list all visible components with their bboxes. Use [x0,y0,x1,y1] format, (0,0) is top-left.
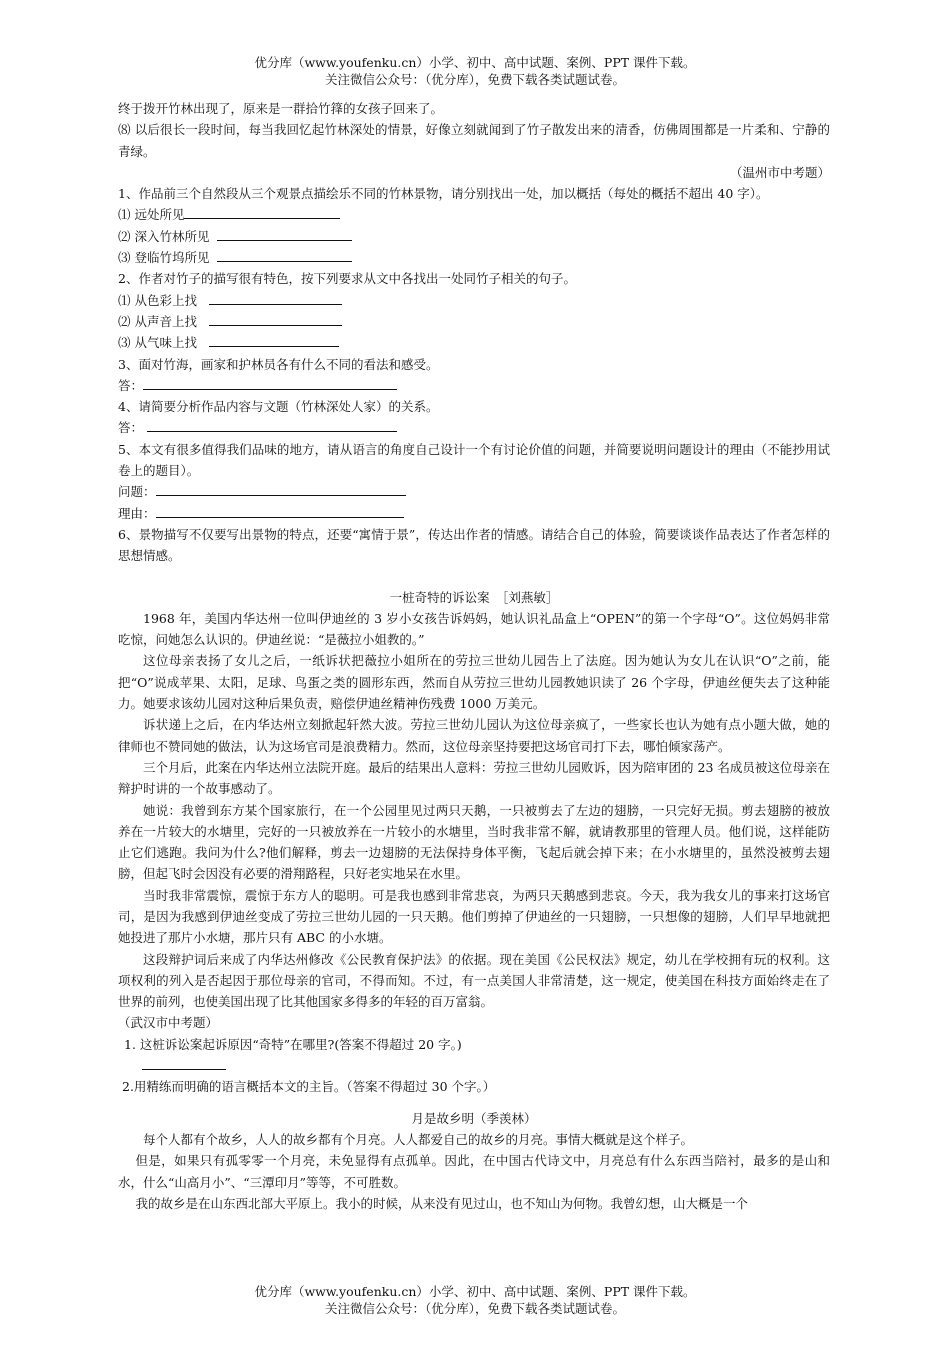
question-5: 5、本文有很多值得我们品味的地方，请从语言的角度自己设计一个有讨论价值的问题，并简要说明问题设计的理由（不能抄用试卷上的题目）。 [118,441,830,479]
passage-moon [118,1108,830,1214]
page-footer [0,1283,950,1317]
passage-title: 月是故乡明（季羡林） [411,1110,537,1126]
answer-line: ⑴ 从色彩上找 [118,290,830,311]
answer-line: ⑴ 远处所见 [118,204,830,225]
answer-line: 理由： [118,503,830,524]
answer-line: ⑶ 登临竹坞所见 [118,247,830,268]
answer-blank[interactable] [209,332,339,347]
footer-line-1: 优分库（www.youfenku.cn）小学、初中、高中试题、案例、PPT 课件下载。 [254,1284,696,1299]
page-header [0,54,950,88]
passage-title: 一桩奇特的诉讼案 ［刘燕敏］ [389,589,559,605]
answer-blank[interactable] [142,1055,226,1070]
paragraph: 我的故乡是在山东西北部大平原上。我小的时候，从来没有见过山，也不知山为何物。我曾幻想，山大概是一个 [135,1195,749,1211]
paragraph: 她说：我曾到东方某个国家旅行，在一个公园里见过两只天鹅，一只被剪去了左边的翅膀，一只完好无损。剪去翅膀的被放养在一片较大的水塘里，完好的一只被放养在一片较小的水塘里，当时我非常不解，就请教那里的管理人员。他们说，这样能防止它们逃跑。我问为什么?他们解释，剪去一边翅膀的无法保持身体平衡，飞起后就会掉下来；在小水塘里的，虽然没被剪去翅膀，但起飞时会因没有必要的滑翔路程，只好老实地呆在水里。 [118,802,830,882]
answer-blank[interactable] [184,204,340,219]
question-2: 2、作者对竹子的描写很有特色，按下列要求从文中各找出一处同竹子相关的句子。 [118,271,576,287]
answer-line: 答： [118,417,830,438]
paragraph: ⑻ 以后很长一段时间，每当我回忆起竹林深处的情景，好像立刻就闻到了竹子散发出来的清香，仿佛周围都是一片柔和、宁静的青绿。 [118,122,830,159]
paragraph: 这段辩护词后来成了内华达州修改《公民教育保护法》的依据。现在美国《公民权法》规定，幼儿在学校拥有玩的权利。这项权利的列入是否起因于那位母亲的官司，不得而知。不过，有一点美国人非常清楚，这一规定，使美国在科技方面始终走在了世界的前列，也使美国出现了比其他国家多得多的年轻的百万富翁。 [118,951,830,1010]
answer-blank[interactable] [156,503,404,518]
question-6: 6、景物描写不仅要写出景物的特点，还要“寓情于景”，传达出作者的情感。请结合自己的体验，简要谈谈作品表达了作者怎样的思想情感。 [118,526,830,564]
question-3: 3、面对竹海，画家和护林员各有什么不同的看法和感受。 [118,356,439,372]
footer-line-2: 关注微信公众号：（优分库），免费下载各类试题试卷。 [324,1301,625,1316]
question-1: 1. 这桩诉讼案起诉原因“奇特”在哪里?(答案不得超过 20 字。) [124,1036,462,1052]
paragraph: 三个月后，此案在内华达州立法院开庭。最后的结果出人意料：劳拉三世幼儿园败诉，因为陪审团的 23 名成员被这位母亲在辩护时讲的一个故事感动了。 [118,759,830,797]
answer-line: 问题： [118,481,830,502]
paragraph: 1968 年，美国内华达州一位叫伊迪丝的 3 岁小女孩告诉妈妈，她认识礼品盒上“OPEN”的第一个字母“O”。这位妈妈非常吃惊，问她怎么认识的。伊迪丝说：“是薇拉小姐教的。” [118,610,830,648]
paragraph: 诉状递上之后，在内华达州立刻掀起轩然大波。劳拉三世幼儿园认为这位母亲疯了，一些家长也认为她有点小题大做，她的律师也不赞同她的做法，认为这场官司是浪费精力。然而，这位母亲坚持要把这场官司打下去，哪怕倾家荡产。 [118,717,830,754]
answer-blank[interactable] [143,375,397,390]
passage-lawsuit [118,587,830,1098]
answer-line: 答： [118,375,830,396]
answer-blank[interactable] [209,290,342,305]
answer-blank[interactable] [156,481,406,496]
question-source: （武汉市中考题） [118,1015,219,1031]
answer-line: ⑵ 从声音上找 [118,311,830,332]
paragraph: 但是，如果只有孤零零一个月亮，未免显得有点孤单。因此，在中国古代诗文中，月亮总有什么东西当陪衬，最多的是山和水，什么“山高月小”、“三潭印月”等等，不可胜数。 [118,1153,830,1190]
question-1: 1、作品前三个自然段从三个观景点描绘乐不同的竹林景物，请分别找出一处，加以概括（每处的概括不超出 40 字）。 [118,186,769,202]
answer-blank[interactable] [217,247,352,262]
passage-bamboo [118,98,830,567]
answer-line: ⑶ 从气味上找 [118,332,830,353]
paragraph: 终于拨开竹林出现了，原来是一群拾竹箨的女孩子回来了。 [118,101,444,116]
question-4: 4、请简要分析作品内容与文题（竹林深处人家）的关系。 [118,399,439,415]
paragraph: 当时我非常震惊，震惊于东方人的聪明。可是我也感到非常悲哀，为两只天鹅感到悲哀。今天，我为我女儿的事来打这场官司，是因为我感到伊迪丝变成了劳拉三世幼儿园的一只天鹅。他们剪掉了伊迪丝的一只翅膀，一只想像的翅膀，人们早早地就把她投进了那片小水塘，那片只有 ABC 的小水塘。 [118,887,830,946]
answer-blank[interactable] [209,311,342,326]
paragraph: 这位母亲表扬了女儿之后，一纸诉状把薇拉小姐所在的劳拉三世幼儿园告上了法庭。因为她认为女儿在认识“O”之前，能把“O”说成苹果、太阳，足球、鸟蛋之类的圆形东西，然而自从劳拉三世幼儿园教她识读了 26 个字母，伊迪丝便失去了这种能力。她要求该幼儿园对这种后果负责，赔偿伊迪丝精神伤残费 1000 万美元。 [118,653,830,712]
question-2: 2.用精练而明确的语言概括本文的主旨。（答案不得超过 30 个字。） [122,1079,496,1095]
header-line-2: 关注微信公众号：（优分库），免费下载各类试题试卷。 [324,72,625,87]
document-body [118,98,830,1214]
question-source: （温州市中考题） [729,164,830,180]
answer-blank[interactable] [147,417,397,432]
answer-line: ⑵ 深入竹林所见 [118,226,830,247]
paragraph: 每个人都有个故乡，人人的故乡都有个月亮。人人都爱自己的故乡的月亮。事情大概就是这个样子。 [143,1131,694,1147]
header-line-1: 优分库（www.youfenku.cn）小学、初中、高中试题、案例、PPT 课件下载。 [254,55,696,70]
answer-blank[interactable] [217,226,352,241]
